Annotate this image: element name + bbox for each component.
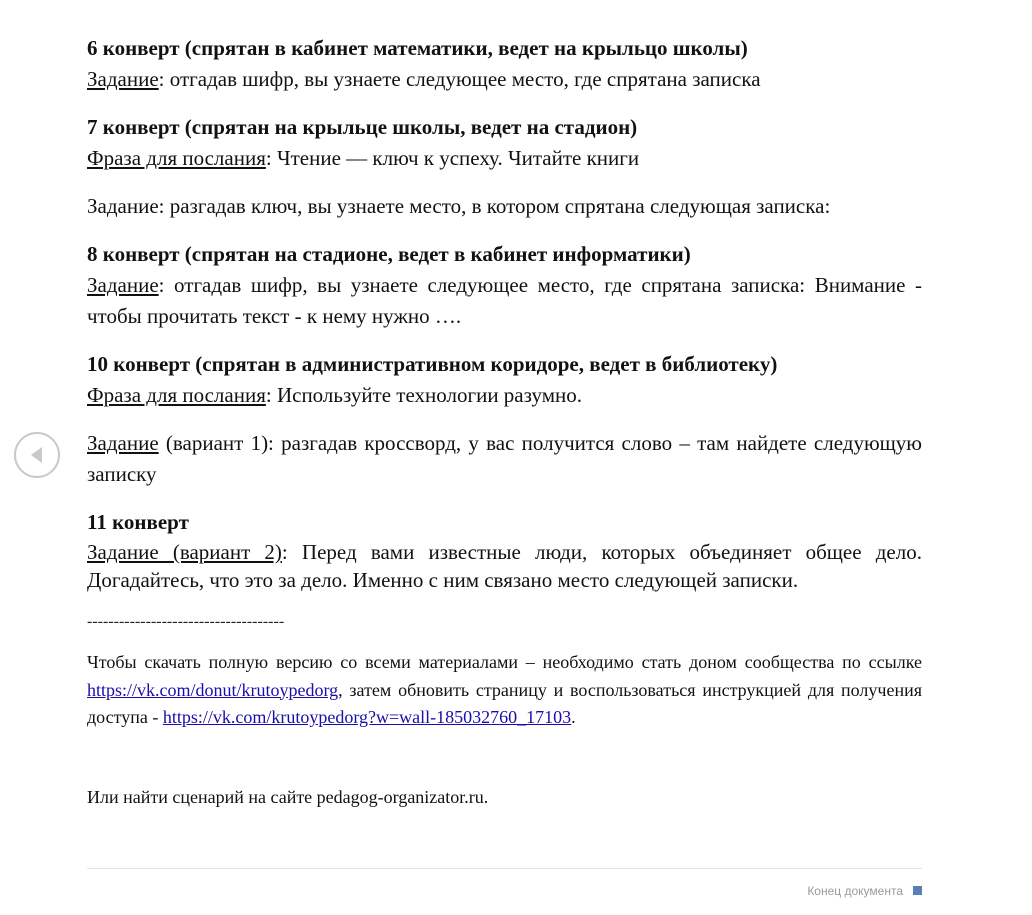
document-end-label: Конец документа — [807, 884, 903, 898]
section-7-task: Задание: разгадав ключ, вы узнаете место, в котором спрятана следующая записка: — [87, 194, 831, 218]
section-7-title: 7 конверт (спрятан на крыльце школы, ведет на стадион) — [87, 115, 638, 139]
donut-link[interactable]: https://vk.com/donut/krutoypedorg — [87, 679, 339, 700]
task-text: : Перед вами известные люди, которых объединяет общее дело. Догадайтесь, что это за дело. Именно с ним связано место следующей записки. — [87, 540, 922, 592]
section-11-task — [87, 538, 922, 594]
task-text: : отгадав шифр, вы узнаете следующее место, где спрятана записка — [158, 67, 761, 91]
section-11-title: 11 конверт — [87, 510, 189, 534]
phrase-label: Фраза для послания — [87, 146, 266, 170]
section-10-title: 10 конверт (спрятан в административном коридоре, ведет в библиотеку) — [87, 352, 778, 376]
phrase-text: : Чтение — ключ к успеху. Читайте книги — [265, 146, 640, 170]
download-text-end: . — [571, 707, 576, 727]
section-6-task — [87, 64, 922, 95]
end-square-icon — [913, 886, 922, 895]
wall-post-link[interactable]: https://vk.com/krutoypedorg?w=wall-185032760_17103 — [162, 707, 572, 727]
separator: ------------------------------------- — [87, 613, 285, 630]
download-text: Чтобы скачать полную версию со всеми материалами – необходимо стать доном сообщества по ссылке — [87, 652, 922, 672]
document-body — [87, 0, 922, 811]
alt-source-text: Или найти сценарий на сайте pedagog-organizator.ru. — [87, 786, 489, 807]
section-8-title: 8 конверт (спрятан на стадионе, ведет в кабинет информатики) — [87, 242, 691, 266]
section-10-phrase — [87, 380, 922, 411]
download-notice — [87, 649, 922, 732]
phrase-text: : Используйте технологии разумно. — [265, 383, 582, 407]
task-label: Задание (вариант 2) — [87, 540, 282, 564]
section-7-phrase — [87, 143, 922, 174]
previous-page-button[interactable] — [14, 432, 60, 478]
download-text-middle: , затем обновить страницу и воспользоваться инструкцией для получения доступа - — [87, 679, 922, 727]
phrase-label: Фраза для послания — [87, 383, 266, 407]
footer-divider — [87, 868, 922, 869]
section-10-task — [87, 428, 922, 490]
task-text: (вариант 1): разгадав кроссворд, у вас получится слово – там найдете следующую записку — [87, 431, 922, 486]
task-label: Задание — [87, 67, 159, 91]
task-label: Задание — [87, 431, 159, 455]
document-end-marker — [87, 882, 922, 900]
chevron-left-icon — [26, 444, 48, 466]
task-label: Задание — [87, 273, 159, 297]
section-8-task — [87, 270, 922, 332]
section-6-title: 6 конверт (спрятан в кабинет математики, ведет на крыльцо школы) — [87, 36, 748, 60]
task-text: : отгадав шифр, вы узнаете следующее место, где спрятана записка: Внимание - чтобы прочитать текст - к нему нужно …. — [87, 273, 922, 328]
